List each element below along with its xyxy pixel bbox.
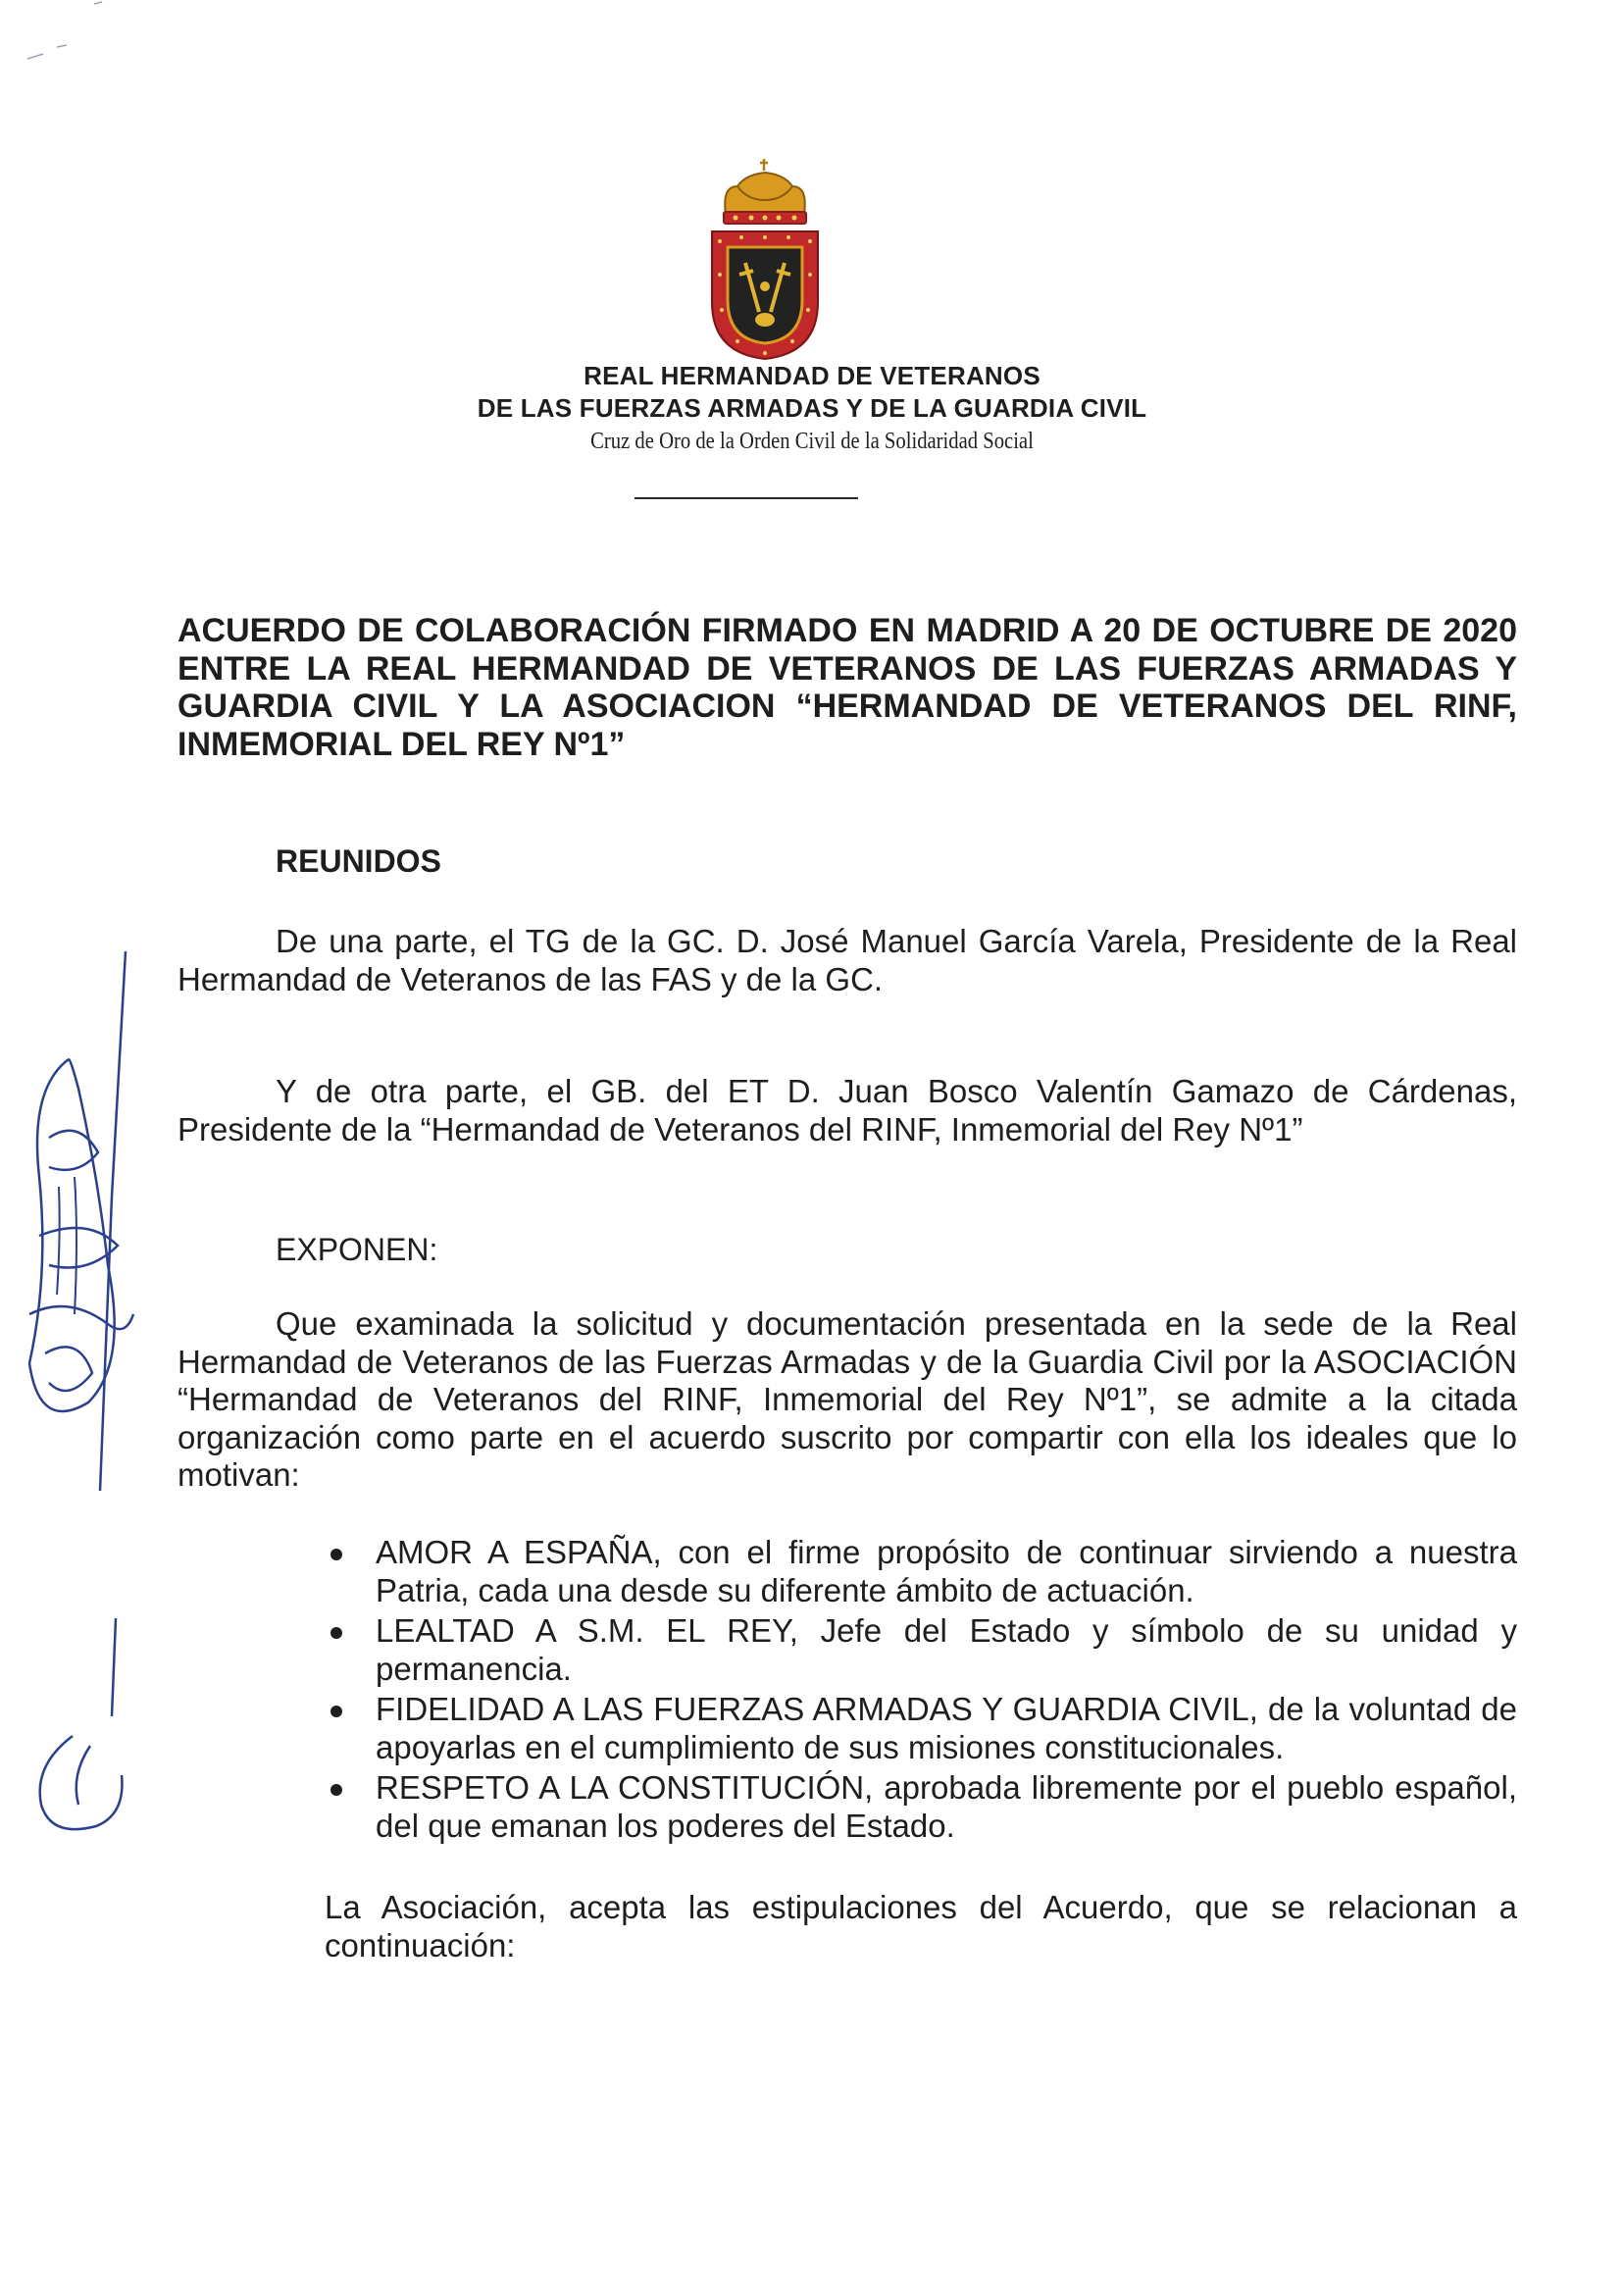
bullet-icon	[330, 1549, 342, 1560]
list-item	[325, 1769, 1517, 1845]
list-item	[325, 1612, 1517, 1688]
document-title: ACUERDO DE COLABORACIÓN FIRMADO EN MADRID A 20 DE OCTUBRE DE 2020 ENTRE LA REAL HERMANDAD DE VETERANOS DE LAS FUERZAS ARMADAS Y GUARDIA CIVIL Y LA ASOCIACION “HERMANDAD DE VETERANOS DEL RINF, INMEMORIAL DEL REY Nº1”	[178, 612, 1517, 763]
ideals-list	[325, 1534, 1517, 1848]
organization-name-line1: REAL HERMANDAD DE VETERANOS	[584, 361, 1040, 390]
handwritten-signature-icon	[10, 942, 147, 1510]
ideal-text: LEALTAD A S.M. EL REY, Jefe del Estado y símbolo de su unidad y permanencia.	[376, 1612, 1517, 1687]
bullet-icon	[330, 1627, 342, 1639]
party-two-paragraph: Y de otra parte, el GB. del ET D. Juan Bosco Valentín Gamazo de Cárdenas, Presidente de la “Hermandad de Veteranos del RINF, Inmemorial del Rey Nº1”	[178, 1073, 1517, 1147]
ideal-text: FIDELIDAD A LAS FUERZAS ARMADAS Y GUARDIA CIVIL, de la voluntad de apoyarlas en el cumplimiento de sus misiones constitucionales.	[376, 1691, 1517, 1765]
handwritten-initials-icon	[27, 1608, 135, 1844]
ideal-text: AMOR A ESPAÑA, con el firme propósito de continuar sirviendo a nuestra Patria, cada una desde su diferente ámbito de actuación.	[376, 1534, 1517, 1608]
exponen-heading: EXPONEN:	[276, 1232, 438, 1267]
bullet-icon	[330, 1706, 342, 1717]
organization-name-line2: DE LAS FUERZAS ARMADAS Y DE LA GUARDIA CIVIL	[477, 393, 1147, 423]
ideal-text: RESPETO A LA CONSTITUCIÓN, aprobada libremente por el pueblo español, del que emanan los poderes del Estado.	[376, 1769, 1517, 1844]
list-item	[325, 1691, 1517, 1766]
coat-of-arms-icon	[708, 157, 822, 363]
bullet-icon	[330, 1784, 342, 1796]
party-one-paragraph: De una parte, el TG de la GC. D. José Manuel García Varela, Presidente de la Real Hermandad de Veteranos de las FAS y de la GC.	[178, 923, 1517, 997]
closing-paragraph: La Asociación, acepta las estipulaciones del Acuerdo, que se relacionan a continuación:	[325, 1889, 1517, 1963]
list-item	[325, 1534, 1517, 1609]
organization-distinction: Cruz de Oro de la Orden Civil de la Solidaridad Social	[590, 429, 1034, 454]
reunidos-heading: REUNIDOS	[276, 843, 441, 879]
header-divider	[634, 497, 858, 499]
scan-mark-icon	[8, 0, 126, 69]
exponen-paragraph: Que examinada la solicitud y documentación presentada en la sede de la Real Hermandad de Veteranos de las Fuerzas Armadas y de la Guardia Civil por la ASOCIACIÓN “Hermandad de Veteranos del RINF, Inmemorial del Rey Nº1”, se admite a la citada organización como parte en el acuerdo suscrito por compartir con ella los ideales que lo motivan:	[178, 1305, 1517, 1493]
